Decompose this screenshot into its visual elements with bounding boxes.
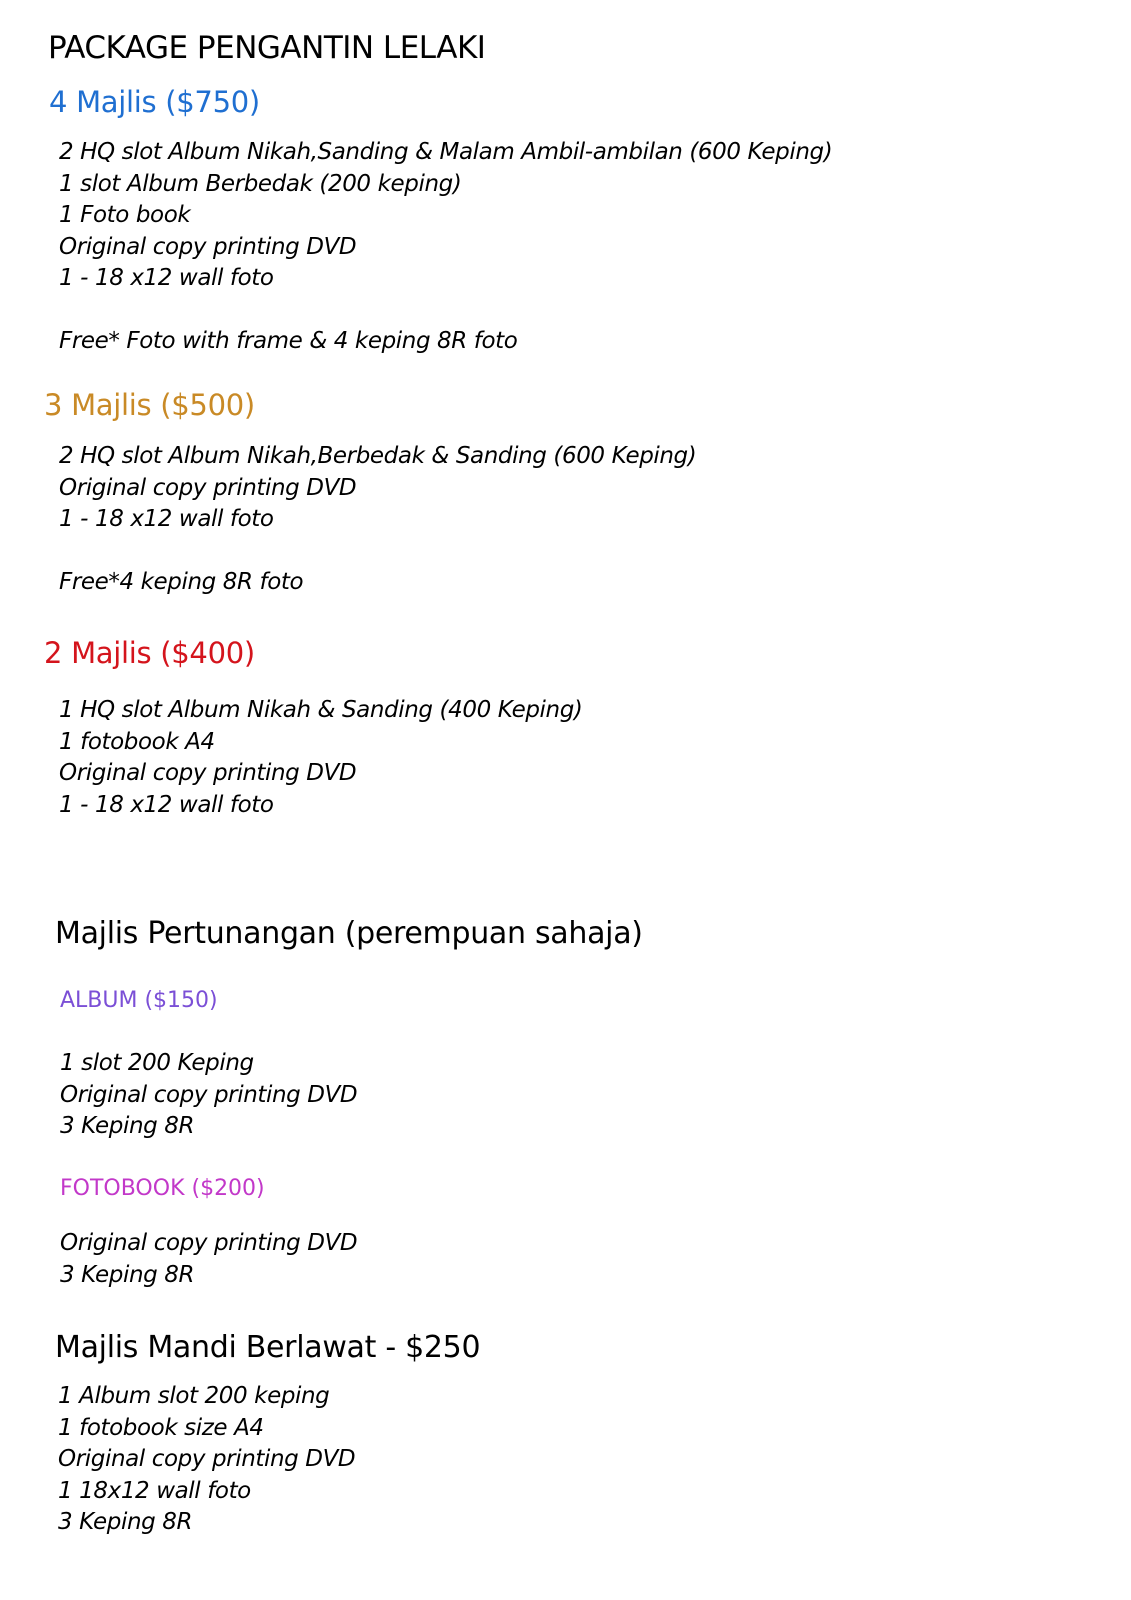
package-2-majlis-items bbox=[59, 695, 582, 821]
list-item: 2 HQ slot Album Nikah,Berbedak & Sanding (600 Keping) bbox=[59, 443, 697, 469]
list-item: Original copy printing DVD bbox=[59, 474, 357, 501]
free-note: Free*4 keping 8R foto bbox=[59, 569, 304, 595]
list-item: 1 slot Album Berbedak (200 keping) bbox=[59, 170, 462, 197]
list-item: Original copy printing DVD bbox=[59, 760, 357, 786]
list-item: 1 Album slot 200 keping bbox=[58, 1383, 330, 1409]
list-item: 1 Foto book bbox=[59, 202, 191, 228]
list-item: 1 - 18 x12 wall foto bbox=[59, 791, 274, 818]
pertunangan-title: Majlis Pertunangan (perempuan sahaja) bbox=[55, 916, 643, 951]
list-item: 1 - 18 x12 wall foto bbox=[59, 265, 274, 291]
fotobook-package-title: FOTOBOOK ($200) bbox=[60, 1176, 265, 1201]
list-item: 1 - 18 x12 wall foto bbox=[59, 506, 274, 532]
list-item: Original copy printing DVD bbox=[59, 233, 357, 260]
list-item: 3 Keping 8R bbox=[60, 1113, 195, 1139]
fotobook-package-items bbox=[60, 1228, 357, 1291]
page-title: PACKAGE PENGANTIN LELAKI bbox=[48, 30, 486, 66]
package-3-majlis-items bbox=[59, 441, 696, 599]
package-4-majlis-items bbox=[59, 137, 832, 358]
list-item: 1 slot 200 Keping bbox=[60, 1050, 254, 1076]
list-item: 2 HQ slot Album Nikah,Sanding & Malam Ambil-ambilan (600 Keping) bbox=[59, 139, 833, 165]
package-3-majlis-title: 3 Majlis ($500) bbox=[44, 388, 255, 422]
list-item: 1 fotobook A4 bbox=[59, 728, 215, 755]
mandi-berlawat-title: Majlis Mandi Berlawat - $250 bbox=[55, 1330, 481, 1365]
package-2-majlis-title: 2 Majlis ($400) bbox=[44, 636, 255, 670]
list-item: Original copy printing DVD bbox=[60, 1081, 358, 1108]
list-item: 1 18x12 wall foto bbox=[58, 1477, 251, 1504]
free-note: Free* Foto with frame & 4 keping 8R foto bbox=[59, 328, 518, 354]
list-item: 1 HQ slot Album Nikah & Sanding (400 Keping) bbox=[59, 697, 583, 723]
album-package-items bbox=[60, 1048, 357, 1143]
list-item: 1 fotobook size A4 bbox=[58, 1414, 264, 1441]
list-item: Original copy printing DVD bbox=[58, 1446, 356, 1472]
list-item: Original copy printing DVD bbox=[60, 1230, 358, 1256]
package-4-majlis-title: 4 Majlis ($750) bbox=[49, 85, 260, 119]
album-package-title: ALBUM ($150) bbox=[60, 988, 218, 1013]
mandi-berlawat-items bbox=[58, 1381, 355, 1539]
list-item: 3 Keping 8R bbox=[60, 1261, 195, 1288]
list-item: 3 Keping 8R bbox=[58, 1509, 193, 1535]
